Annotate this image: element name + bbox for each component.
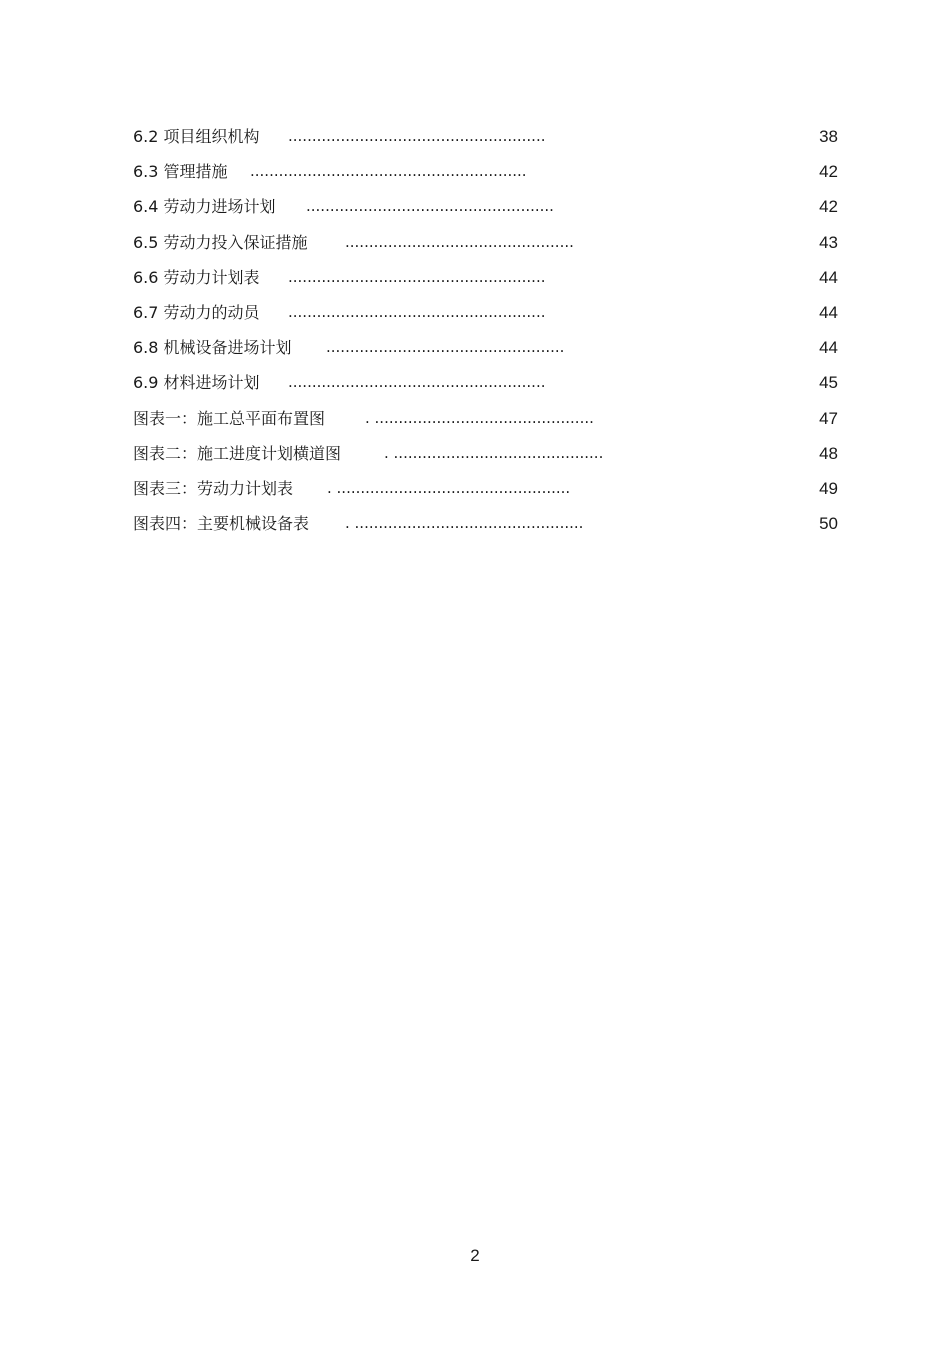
toc-entry[interactable] <box>133 401 838 436</box>
table-of-contents <box>133 119 838 541</box>
toc-page-number: 43 <box>819 232 838 252</box>
toc-page-number: 49 <box>819 478 838 498</box>
toc-entry[interactable] <box>133 436 838 471</box>
toc-entry-label: 图表四：主要机械设备表 <box>133 514 310 534</box>
toc-entry-label: 6.8 机械设备进场计划 <box>133 338 292 358</box>
toc-entry-label: 6.9 材料进场计划 <box>133 373 260 393</box>
toc-entry-label: 6.4 劳动力进场计划 <box>133 197 276 217</box>
toc-leader-dots: . ................................................. <box>327 478 571 497</box>
page-number: 2 <box>470 1246 480 1265</box>
toc-page-number: 44 <box>819 267 838 287</box>
toc-leader-dots: ...................................................... <box>288 373 546 392</box>
toc-leader-dots: ...................................................... <box>288 267 546 286</box>
toc-leader-dots: . .............................................. <box>365 408 594 427</box>
toc-leader-dots: ...................................................... <box>288 127 546 145</box>
toc-page-number: 48 <box>819 443 838 463</box>
toc-page-number: 38 <box>819 127 838 146</box>
toc-leader-dots: . ................................................ <box>345 514 584 533</box>
toc-entry-label: 图表一：施工总平面布置图 <box>133 408 326 428</box>
toc-page-number: 44 <box>819 302 838 322</box>
toc-entry-label: 图表二：施工进度计划横道图 <box>133 443 342 463</box>
toc-page-number: 47 <box>819 408 838 428</box>
toc-page-number: 45 <box>819 373 838 393</box>
toc-entry-label: 图表三：劳动力计划表 <box>133 478 294 498</box>
toc-entry-label: 6.2 项目组织机构 <box>133 127 260 146</box>
toc-leader-dots: ...................................................... <box>288 302 546 321</box>
toc-entry[interactable] <box>133 119 838 154</box>
toc-entry[interactable] <box>133 260 838 295</box>
toc-leader-dots: .................................................. <box>326 338 565 357</box>
toc-entry-label: 6.5 劳动力投入保证措施 <box>133 232 308 252</box>
toc-entry-label: 6.3 管理措施 <box>133 162 228 182</box>
toc-page-number: 42 <box>819 197 838 217</box>
toc-entry[interactable] <box>133 154 838 189</box>
toc-leader-dots: .................................................... <box>306 197 554 216</box>
toc-leader-dots: ................................................ <box>345 232 574 251</box>
toc-leader-dots: .......................................................... <box>250 162 527 181</box>
toc-entry[interactable] <box>133 330 838 365</box>
toc-entry-label: 6.7 劳动力的动员 <box>133 302 260 322</box>
toc-entry[interactable] <box>133 506 838 541</box>
toc-entry[interactable] <box>133 225 838 260</box>
toc-page-number: 50 <box>819 514 838 534</box>
toc-entry[interactable] <box>133 295 838 330</box>
toc-page-number: 42 <box>819 162 838 182</box>
toc-entry[interactable] <box>133 365 838 400</box>
toc-page-number: 44 <box>819 338 838 358</box>
toc-entry[interactable] <box>133 471 838 506</box>
toc-leader-dots: . ............................................ <box>384 443 604 462</box>
toc-entry-label: 6.6 劳动力计划表 <box>133 267 260 287</box>
toc-entry[interactable] <box>133 189 838 224</box>
